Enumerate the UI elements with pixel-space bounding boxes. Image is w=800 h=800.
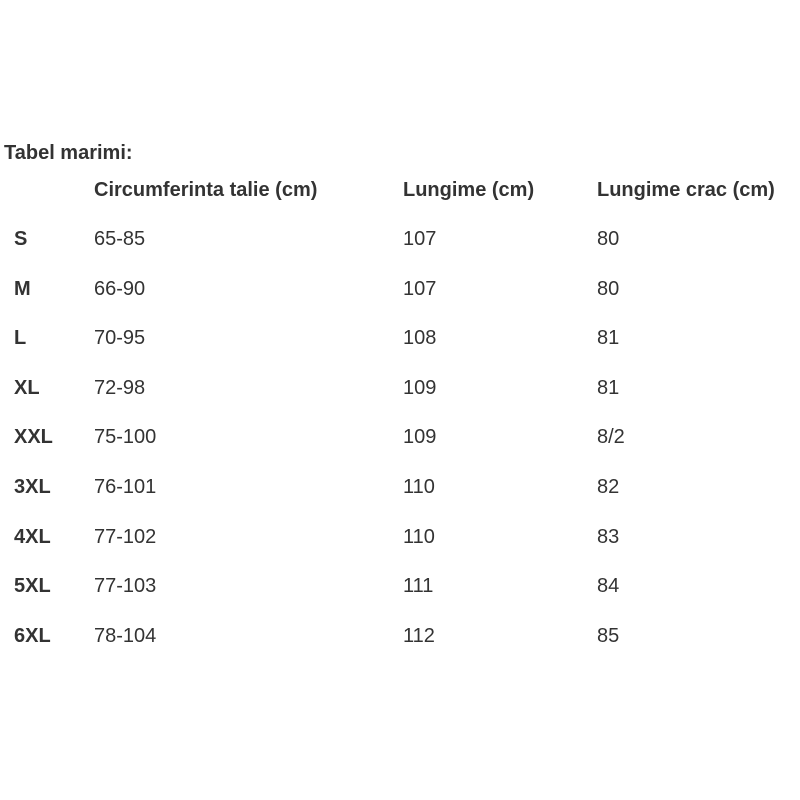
table-cell-length: 107 [403, 228, 437, 250]
table-cell-waist: 75-100 [94, 426, 157, 448]
page-title: Tabel marimi: [4, 142, 133, 164]
table-cell-inseam: 8/2 [597, 426, 625, 448]
table-cell-inseam: 84 [597, 575, 620, 597]
size-label: 6XL [14, 625, 51, 647]
table-cell-waist: 77-102 [94, 526, 157, 548]
table-cell-length: 108 [403, 327, 437, 349]
column-header-waist: Circumferinta talie (cm) [94, 179, 318, 201]
size-label: 3XL [14, 476, 51, 498]
size-label: L [14, 327, 27, 349]
column-header-inseam: Lungime crac (cm) [597, 179, 775, 201]
size-label: XL [14, 377, 40, 399]
table-cell-length: 109 [403, 426, 437, 448]
size-label: M [14, 278, 31, 300]
size-label: XXL [14, 426, 53, 448]
table-cell-inseam: 85 [597, 625, 620, 647]
table-cell-waist: 65-85 [94, 228, 146, 250]
table-cell-inseam: 81 [597, 327, 620, 349]
table-cell-inseam: 81 [597, 377, 620, 399]
column-header-length: Lungime (cm) [403, 179, 535, 201]
table-cell-inseam: 80 [597, 228, 620, 250]
table-cell-inseam: 80 [597, 278, 620, 300]
size-label: 5XL [14, 575, 51, 597]
table-cell-inseam: 83 [597, 526, 620, 548]
size-label: 4XL [14, 526, 51, 548]
table-cell-waist: 78-104 [94, 625, 157, 647]
table-cell-length: 110 [403, 476, 435, 498]
table-cell-length: 109 [403, 377, 437, 399]
table-cell-waist: 77-103 [94, 575, 157, 597]
table-cell-waist: 70-95 [94, 327, 146, 349]
table-cell-length: 111 [403, 575, 434, 597]
table-cell-inseam: 82 [597, 476, 620, 498]
table-cell-length: 112 [403, 625, 435, 647]
table-cell-waist: 76-101 [94, 476, 157, 498]
table-cell-length: 107 [403, 278, 437, 300]
table-cell-waist: 66-90 [94, 278, 146, 300]
size-label: S [14, 228, 28, 250]
table-cell-waist: 72-98 [94, 377, 146, 399]
table-cell-length: 110 [403, 526, 435, 548]
